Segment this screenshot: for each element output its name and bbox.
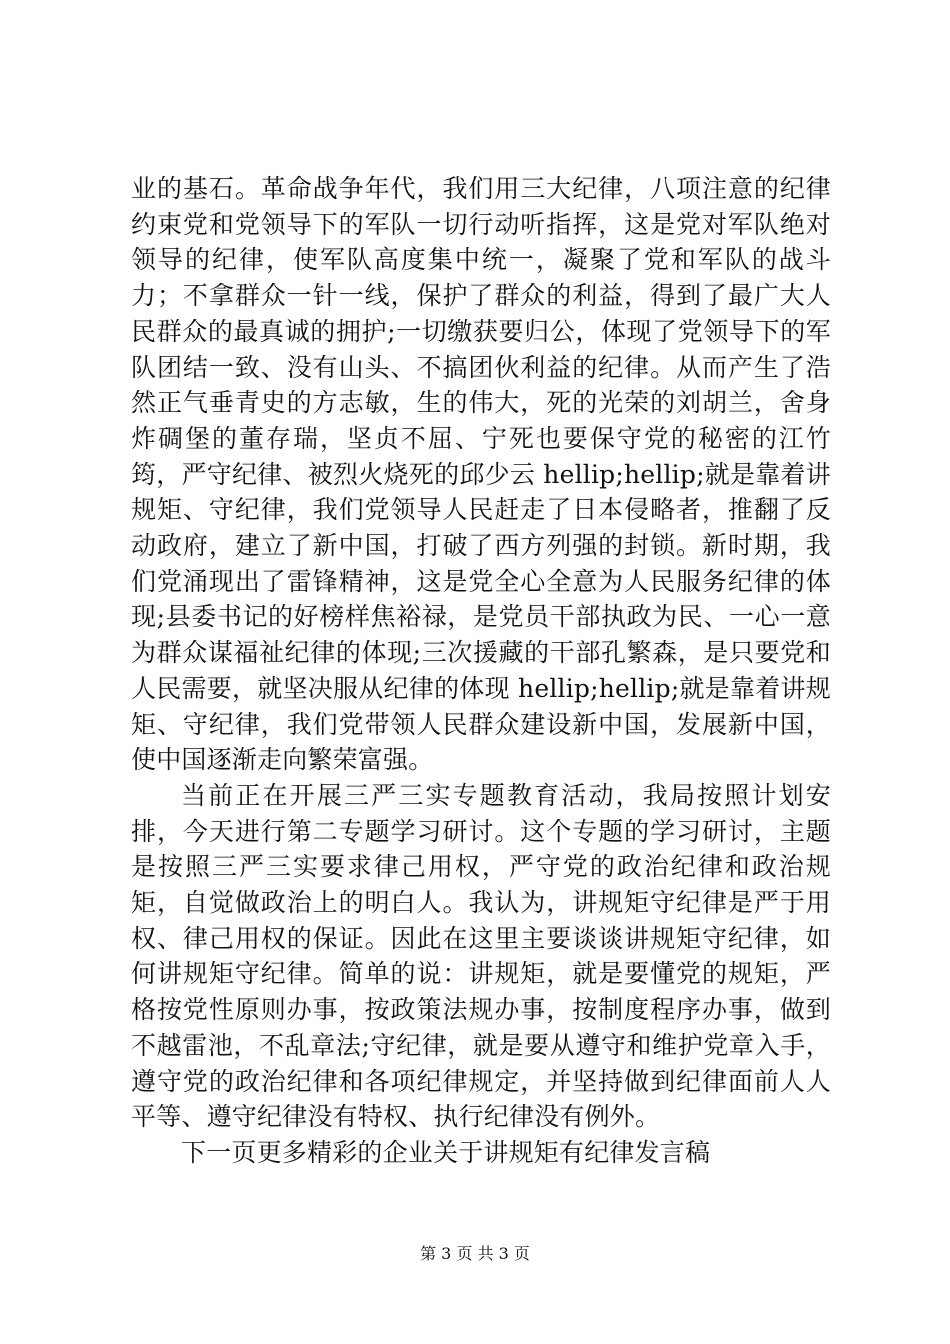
body-paragraph-1: 业的基石。革命战争年代，我们用三大纪律，八项注意的纪律约束党和党领导下的军队一切行动听指挥，这是党对军队绝对领导的纪律，使军队高度集中统一，凝聚了党和军队的战斗力；不拿群众一针一线，保护了群众的利益，得到了最广大人民群众的最真诚的拥护;一切缴获要归公，体现了党领导下的军队团结一致、没有山头、不搞团伙利益的纪律。从而产生了浩然正气垂青史的方志敏，生的伟大，死的光荣的刘胡兰，舍身炸碉堡的董存瑞，坚贞不屈、宁死也要保守党的秘密的江竹筠，严守纪律、被烈火烧死的邱少云 hellip;hellip;就是靠着讲规矩、守纪律，我们党领导人民赶走了日本侵略者，推翻了反动政府，建立了新中国，打破了西方列强的封锁。新时期，我们党涌现出了雷锋精神，这是党全心全意为人民服务纪律的体现;县委书记的好榜样焦裕禄，是党员干部执政为民、一心一意为群众谋福祉纪律的体现;三次援藏的干部孔繁森，是只要党和人民需要，就坚决服从纪律的体现 hellip;hellip;就是靠着讲规矩、守纪律，我们党带领人民群众建设新中国，发展新中国，使中国逐渐走向繁荣富强。: [131, 174, 831, 775]
page-footer: 第 3 页 共 3 页: [420, 1244, 530, 1263]
document-body: [131, 171, 831, 1171]
next-page-link[interactable]: 下一页更多精彩的企业关于讲规矩有纪律发言稿: [181, 1137, 711, 1167]
body-paragraph-2: 当前正在开展三严三实专题教育活动，我局按照计划安排，今天进行第二专题学习研讨。这个专题的学习研讨，主题是按照三严三实要求律己用权，严守党的政治纪律和政治规矩，自觉做政治上的明白人。我认为，讲规矩守纪律是严于用权、律己用权的保证。因此在这里主要谈谈讲规矩守纪律，如何讲规矩守纪律。简单的说：讲规矩，就是要懂党的规矩，严格按党性原则办事，按政策法规办事，按制度程序办事，做到不越雷池，不乱章法;守纪律，就是要从遵守和维护党章入手，遵守党的政治纪律和各项纪律规定，并坚持做到纪律面前人人平等、遵守纪律没有特权、执行纪律没有例外。: [131, 780, 831, 1132]
